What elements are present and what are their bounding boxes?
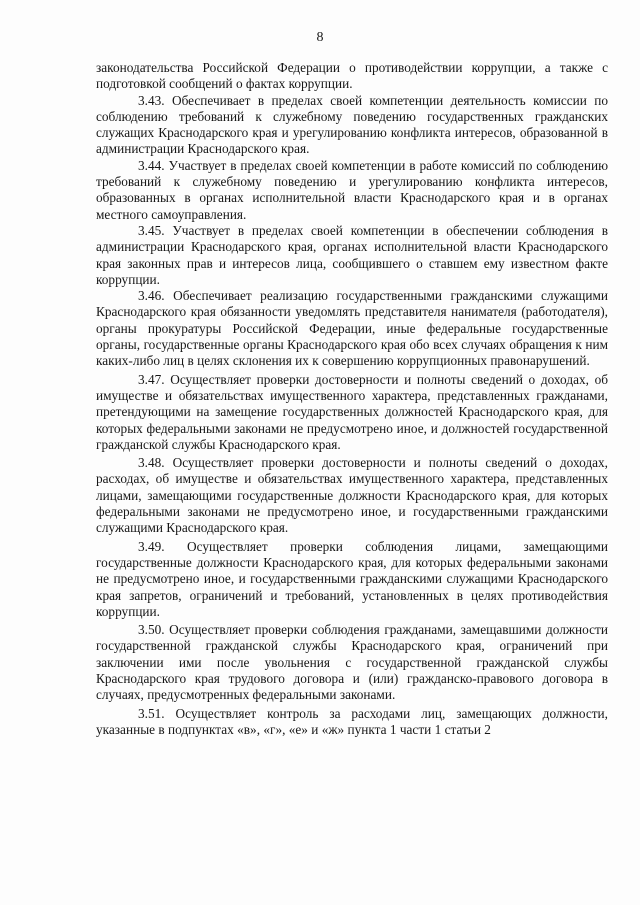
paragraph-3-43: 3.43. Обеспечивает в пределах своей компетенции деятельность комиссии по соблюдению требований к служебному поведению государственных гражданских служащих Краснодарского края и урегулированию конфликта интересов, образованной в администрации Краснодарского края. bbox=[96, 92, 608, 157]
page-number: 8 bbox=[316, 30, 324, 45]
paragraph-3-44: 3.44. Участвует в пределах своей компетенции в работе комиссий по соблюдению требований к служебному поведению и урегулированию конфликта интересов, образованных в органах исполнительной власти Краснодарского края и в органах местного самоуправления. bbox=[96, 157, 608, 222]
paragraph-3-48: 3.48. Осуществляет проверки достоверности и полноты сведений о доходах, расходах, об имуществе и обязательствах имущественного характера, представленных лицами, замещающими государственные должности Краснодарского края, для которых федеральными законами не предусмотрено иное, и государственными гражданскими служащими Краснодарского края. bbox=[96, 455, 608, 536]
paragraph-3-49: 3.49. Осуществляет проверки соблюдения лицами, замещающими государственные должности Краснодарского края, для которых федеральными законами не предусмотрено иное, и государственными гражданскими служащими Краснодарского края запретов, ограничений и требований, установленных в целях противодействия коррупции. bbox=[96, 538, 608, 619]
paragraph-3-45: 3.45. Участвует в пределах своей компетенции в обеспечении соблюдения в администрации Краснодарского края, органах исполнительной власти Краснодарского края законных прав и интересов лица, сообщившего о ставшем ему известном факте коррупции. bbox=[96, 222, 608, 287]
paragraph-3-51: 3.51. Осуществляет контроль за расходами лиц, замещающих должности, указанные в подпунктах «в», «г», «е» и «ж» пункта 1 части 1 статьи 2 bbox=[96, 705, 608, 737]
paragraph-3-50: 3.50. Осуществляет проверки соблюдения гражданами, замещавшими должности государственной гражданской службы Краснодарского края, ограничений при заключении ими после увольнения с государственной гражданской службы Краснодарского края трудового договора и (или) гражданско-правового договора в случаях, предусмотренных федеральными законами. bbox=[96, 622, 608, 703]
paragraph-3-47: 3.47. Осуществляет проверки достоверности и полноты сведений о доходах, об имуществе и обязательствах имущественного характера, представленных гражданами, претендующими на замещение государственных должностей Краснодарского края, для которых федеральными законами не предусмотрено иное, и должностей государственной гражданской службы Краснодарского края. bbox=[96, 371, 608, 452]
document-body bbox=[96, 60, 608, 738]
paragraph-continuation: законодательства Российской Федерации о противодействии коррупции, а также с подготовкой сообщений о фактах коррупции. bbox=[96, 60, 608, 92]
paragraph-3-46: 3.46. Обеспечивает реализацию государственными гражданскими служащими Краснодарского края обязанности уведомлять представителя нанимателя (работодателя), органы прокуратуры Российской Федерации, иные федеральные государственные органы, государственные органы Краснодарского края обо всех случаях обращения к ним каких-либо лиц в целях склонения их к совершению коррупционных правонарушений. bbox=[96, 288, 608, 369]
